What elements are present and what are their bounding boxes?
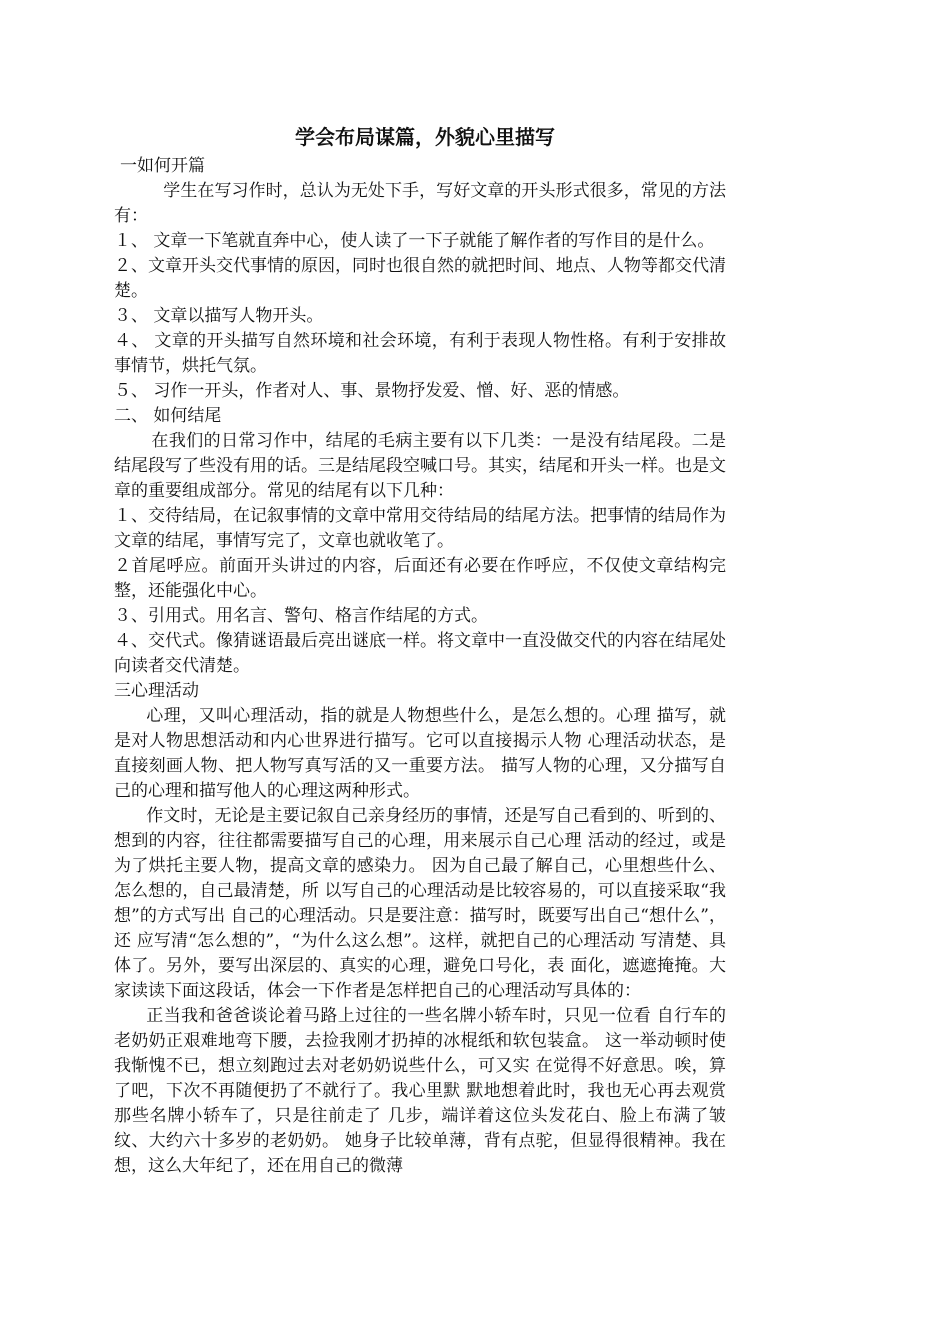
section-intro-opening: 学生在写习作时，总认为无处下手，写好文章的开头形式很多，常见的方法有： [114,181,726,226]
section-heading-psychology: 三心理活动 [114,681,199,701]
list-item: ３、引用式。用名言、警句、格言作结尾的方式。 [114,606,488,626]
document-body [114,122,726,1179]
list-item: ２、文章开头交代事情的原因，同时也很自然的就把时间、地点、人物等都交代清楚。 [114,256,726,301]
list-item: ４、交代式。像猜谜语最后亮出谜底一样。将文章中一直没做交代的内容在结尾处向读者交代清楚。 [114,631,726,676]
list-item: ４、 文章的开头描写自然环境和社会环境，有利于表现人物性格。有利于安排故事情节，烘托气氛。 [114,331,726,376]
document-title: 学会布局谋篇，外貌心里描写 [295,125,555,149]
list-item: １、交待结局，在记叙事情的文章中常用交待结局的结尾方法。把事情的结局作为文章的结尾，事情写完了，文章也就收笔了。 [114,506,726,551]
section-heading-opening: 一如何开篇 [120,156,205,176]
list-item: ５、 习作一开头，作者对人、事、景物抒发爱、憎、好、恶的情感。 [114,381,630,401]
paragraph: 正当我和爸爸谈论着马路上过往的一些名牌小轿车时，只见一位看 自行车的老奶奶正艰难地弯下腰，去捡我刚才扔掉的冰棍纸和软包装盒。 这一举动顿时使我惭愧不已，想立刻跑过去对老奶奶说些什么，可又实 在觉得不好意思。唉，算了吧，下次不再随便扔了不就行了。我心里默 默地想着此时，我也无心再去观赏那些名牌小轿车了，只是往前走了 几步，端详着这位头发花白、脸上布满了皱纹、大约六十多岁的老奶奶。 她身子比较单薄，背有点驼，但显得很精神。我在想，这么大年纪了，还在用自己的微薄 [114,1006,726,1176]
section-intro-ending: 在我们的日常习作中，结尾的毛病主要有以下几类：一是没有结尾段。二是结尾段写了些没有用的话。三是结尾段空喊口号。其实，结尾和开头一样。也是文章的重要组成部分。常见的结尾有以下几种： [114,431,726,501]
list-item: １、 文章一下笔就直奔中心，使人读了一下子就能了解作者的写作目的是什么。 [114,231,715,251]
paragraph: 心理，又叫心理活动，指的就是人物想些什么，是怎么想的。心理 描写，就是对人物思想活动和内心世界进行描写。它可以直接揭示人物 心理活动状态，是直接刻画人物、把人物写真写活的又一重要方法。 描写人物的心理，又分描写自己的心理和描写他人的心理这两种形式。 [114,706,726,801]
list-item: ３、 文章以描写人物开头。 [114,306,324,326]
section-heading-ending: 二、 如何结尾 [114,406,222,426]
list-item: ２首尾呼应。前面开头讲过的内容，后面还有必要在作呼应，不仅使文章结构完整，还能强化中心。 [114,556,726,601]
paragraph: 作文时，无论是主要记叙自己亲身经历的事情，还是写自己看到的、听到的、想到的内容，往往都需要描写自己的心理，用来展示自己心理 活动的经过，或是为了烘托主要人物，提高文章的感染力。 因为自己最了解自己，心里想些什么、怎么想的，自己最清楚，所 以写自己的心理活动是比较容易的，可以直接采取“我想”的方式写出 自己的心理活动。只是要注意：描写时，既要写出自己“想什么”，还 应写清“怎么想的”，“为什么这么想”。这样，就把自己的心理活动 写清楚、具体了。另外，要写出深层的、真实的心理，避免口号化，表 面化，遮遮掩掩。大家读读下面这段话，体会一下作者是怎样把自己的心理活动写具体的： [114,806,726,1001]
